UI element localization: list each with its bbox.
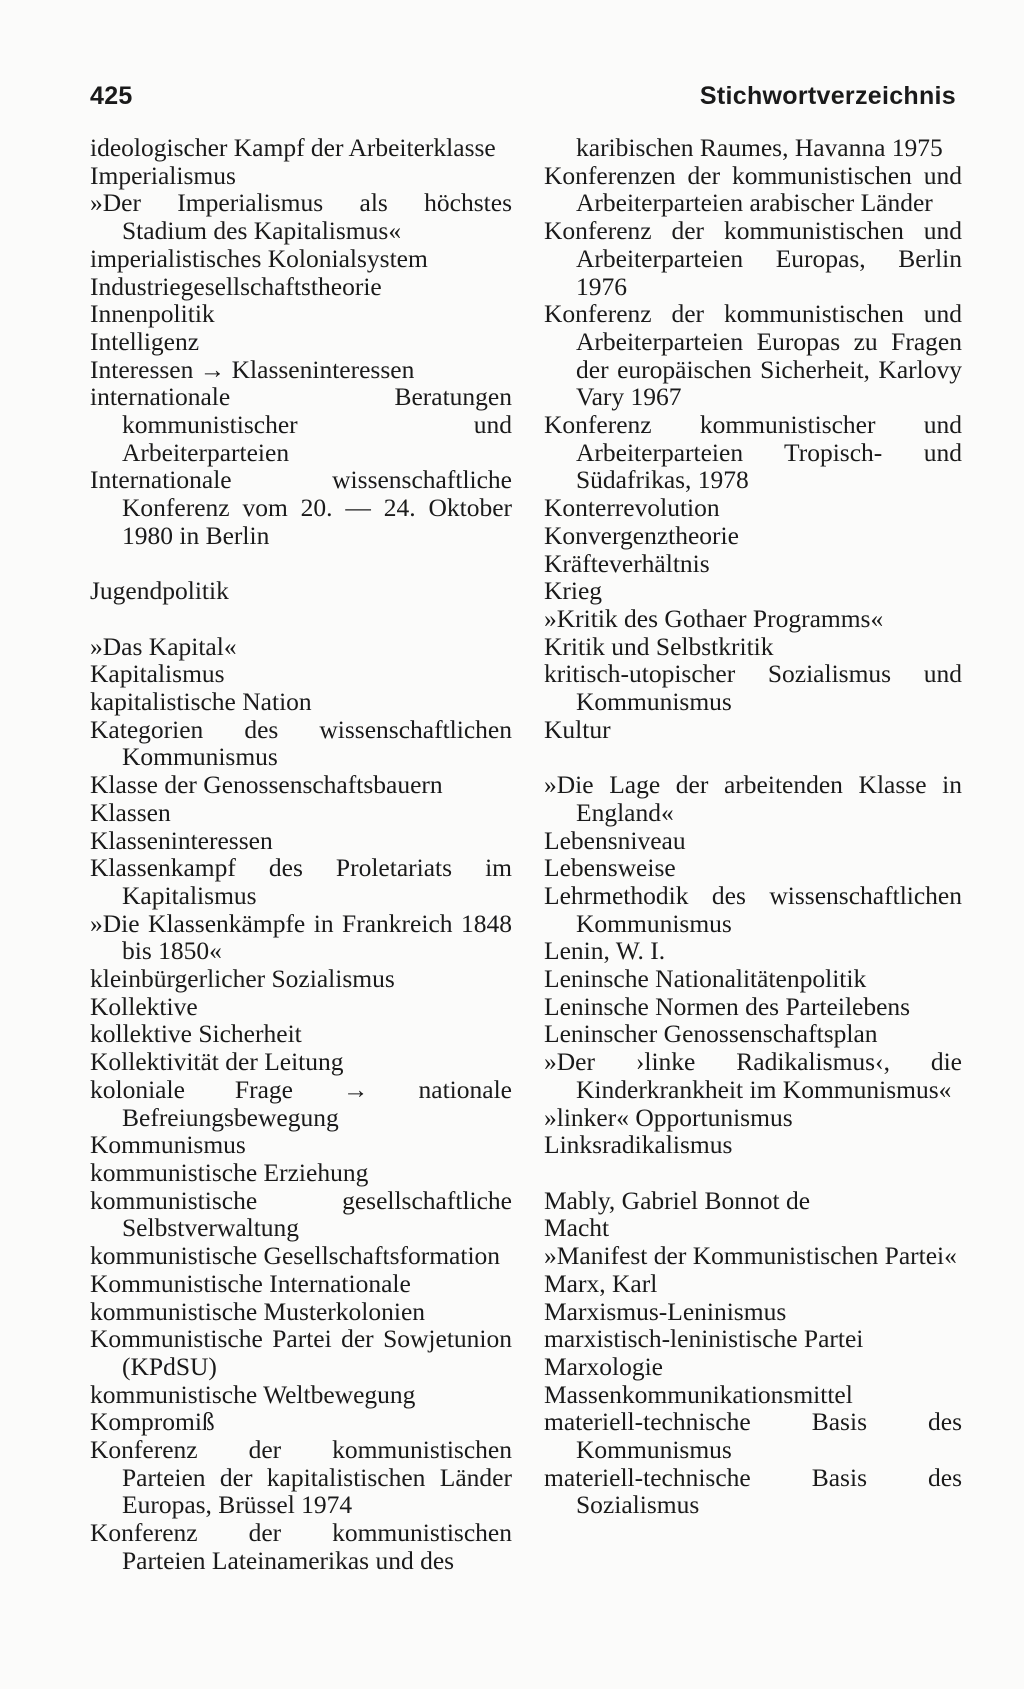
index-entry: »Das Kapital« xyxy=(90,631,237,661)
index-entry: »Manifest der Kommunistischen Partei« xyxy=(544,1241,957,1271)
index-entry: Klasseninteressen xyxy=(90,825,273,855)
index-entry: Klasse der Genossenschaftsbauern xyxy=(90,770,443,800)
index-entry: Marx, Karl xyxy=(544,1268,658,1298)
index-entry: Jugendpolitik xyxy=(90,576,229,606)
index-entry: Kritik und Selbstkritik xyxy=(544,631,774,661)
index-column-left xyxy=(90,134,512,1575)
index-entry: kommunistische gesellschaftliche Selbstverwaltung xyxy=(90,1185,512,1243)
index-entry: Mably, Gabriel Bonnot de xyxy=(544,1185,811,1215)
index-entry: Konferenz der kommunistischen Parteien Lateinamerikas und des xyxy=(90,1518,512,1575)
index-entry: Konferenz der kommunistischen und Arbeiterparteien Europas, Berlin 1976 xyxy=(544,216,962,301)
page-number: 425 xyxy=(90,81,133,110)
index-entry: Konferenz der kommunistischen und Arbeiterparteien Europas zu Fragen der europäischen Sicherheit, Karlovy Vary 1967 xyxy=(544,299,962,412)
index-entry: kommunistische Gesellschaftsformation xyxy=(90,1241,501,1271)
index-entry: Massenkommunikationsmittel xyxy=(544,1379,853,1409)
index-entry: »linker« Opportunismus xyxy=(544,1102,793,1132)
index-entry: »Kritik des Gothaer Programms« xyxy=(544,603,884,633)
index-entry: kommunistische Musterkolonien xyxy=(90,1296,426,1326)
index-entry: Linksradikalismus xyxy=(544,1130,733,1160)
index-entry: »Der Imperialismus als höchstes Stadium des Kapitalismus« xyxy=(90,188,512,246)
index-entry: Internationale wissenschaftliche Konferenz vom 20. — 24. Oktober 1980 in Berlin xyxy=(90,465,512,550)
index-column-right xyxy=(544,134,962,1519)
index-entry: Konterrevolution xyxy=(544,493,720,523)
index-entry: Kräfteverhältnis xyxy=(544,548,710,578)
index-entry: marxistisch-leninistische Partei xyxy=(544,1324,864,1354)
index-entry: Kapitalismus xyxy=(90,659,225,689)
index-entry: internationale Beratungen kommunistischer und Arbeiterparteien xyxy=(90,382,512,467)
index-entry: ideologischer Kampf der Arbeiterklasse xyxy=(90,133,496,162)
index-entry: kapitalistische Nation xyxy=(90,687,312,717)
index-entry: Marxologie xyxy=(544,1351,663,1381)
index-entry: kollektive Sicherheit xyxy=(90,1019,302,1049)
index-entry: Konvergenztheorie xyxy=(544,520,739,550)
index-entry: Marxismus-Leninismus xyxy=(544,1296,787,1326)
index-entry: Kommunistische Internationale xyxy=(90,1268,411,1298)
index-entry: kommunistische Weltbewegung xyxy=(90,1379,416,1409)
index-entry: Krieg xyxy=(544,576,603,606)
index-entry: kommunistische Erziehung xyxy=(90,1157,369,1187)
index-entry: kleinbürgerlicher Sozialismus xyxy=(90,964,395,994)
index-entry: »Die Klassenkämpfe in Frankreich 1848 bis 1850« xyxy=(90,908,512,966)
index-entry: Industriegesellschaftstheorie xyxy=(90,271,382,301)
index-entry: imperialistisches Kolonialsystem xyxy=(90,243,428,273)
index-entry: Klassen xyxy=(90,797,171,827)
index-entry: Lebensniveau xyxy=(544,825,686,855)
index-entry: materiell-technische Basis des Sozialismus xyxy=(544,1462,962,1520)
index-entry: Kommunistische Partei der Sowjetunion (KPdSU) xyxy=(90,1324,512,1381)
index-entry: Konferenz kommunistischer und Arbeiterparteien Tropisch- und Südafrikas, 1978 xyxy=(544,410,962,495)
index-entry: Lenin, W. I. xyxy=(544,936,666,966)
index-entry: materiell-technische Basis des Kommunismus xyxy=(544,1407,962,1465)
index-entry: kritisch-utopischer Sozialismus und Kommunismus xyxy=(544,659,962,717)
index-entry: Intelligenz xyxy=(90,326,200,356)
index-entry: »Der ›linke Radikalismus‹, die Kinderkrankheit im Kommunismus« xyxy=(544,1047,962,1104)
index-entry: Macht xyxy=(544,1213,610,1243)
index-entry: Kollektivität der Leitung xyxy=(90,1047,344,1077)
index-entry: Konferenzen der kommunistischen und Arbeiterparteien arabischer Länder xyxy=(544,160,962,218)
index-entry: Kultur xyxy=(544,714,611,744)
index-entry: karibischen Raumes, Havanna 1975 xyxy=(576,133,943,162)
index-entry: Interessen → Klasseninteressen xyxy=(90,354,415,384)
index-entry: Lebensweise xyxy=(544,853,676,883)
index-entry: Konferenz der kommunistischen Parteien der kapitalistischen Länder Europas, Brüssel 1974 xyxy=(90,1435,512,1520)
running-header xyxy=(90,78,956,114)
index-entry: Kompromiß xyxy=(90,1407,215,1437)
index-entry: koloniale Frage → nationale Befreiungsbewegung xyxy=(90,1074,512,1132)
index-entry: Leninsche Nationalitätenpolitik xyxy=(544,964,867,994)
index-entry: Kollektive xyxy=(90,991,198,1021)
index-entry: Klassenkampf des Proletariats im Kapitalismus xyxy=(90,853,512,910)
index-entry: Kommunismus xyxy=(90,1130,246,1160)
index-entry: Innenpolitik xyxy=(90,299,215,329)
running-title: Stichwortverzeichnis xyxy=(699,81,956,110)
index-entry: Leninscher Genossenschaftsplan xyxy=(544,1019,878,1049)
index-entry: »Die Lage der arbeitenden Klasse in England« xyxy=(544,770,962,827)
index-entry: Imperialismus xyxy=(90,160,236,190)
index-entry: Kategorien des wissenschaftlichen Kommunismus xyxy=(90,714,512,772)
index-entry: Leninsche Normen des Parteilebens xyxy=(544,991,911,1021)
index-entry: Lehrmethodik des wissenschaftlichen Kommunismus xyxy=(544,880,962,938)
